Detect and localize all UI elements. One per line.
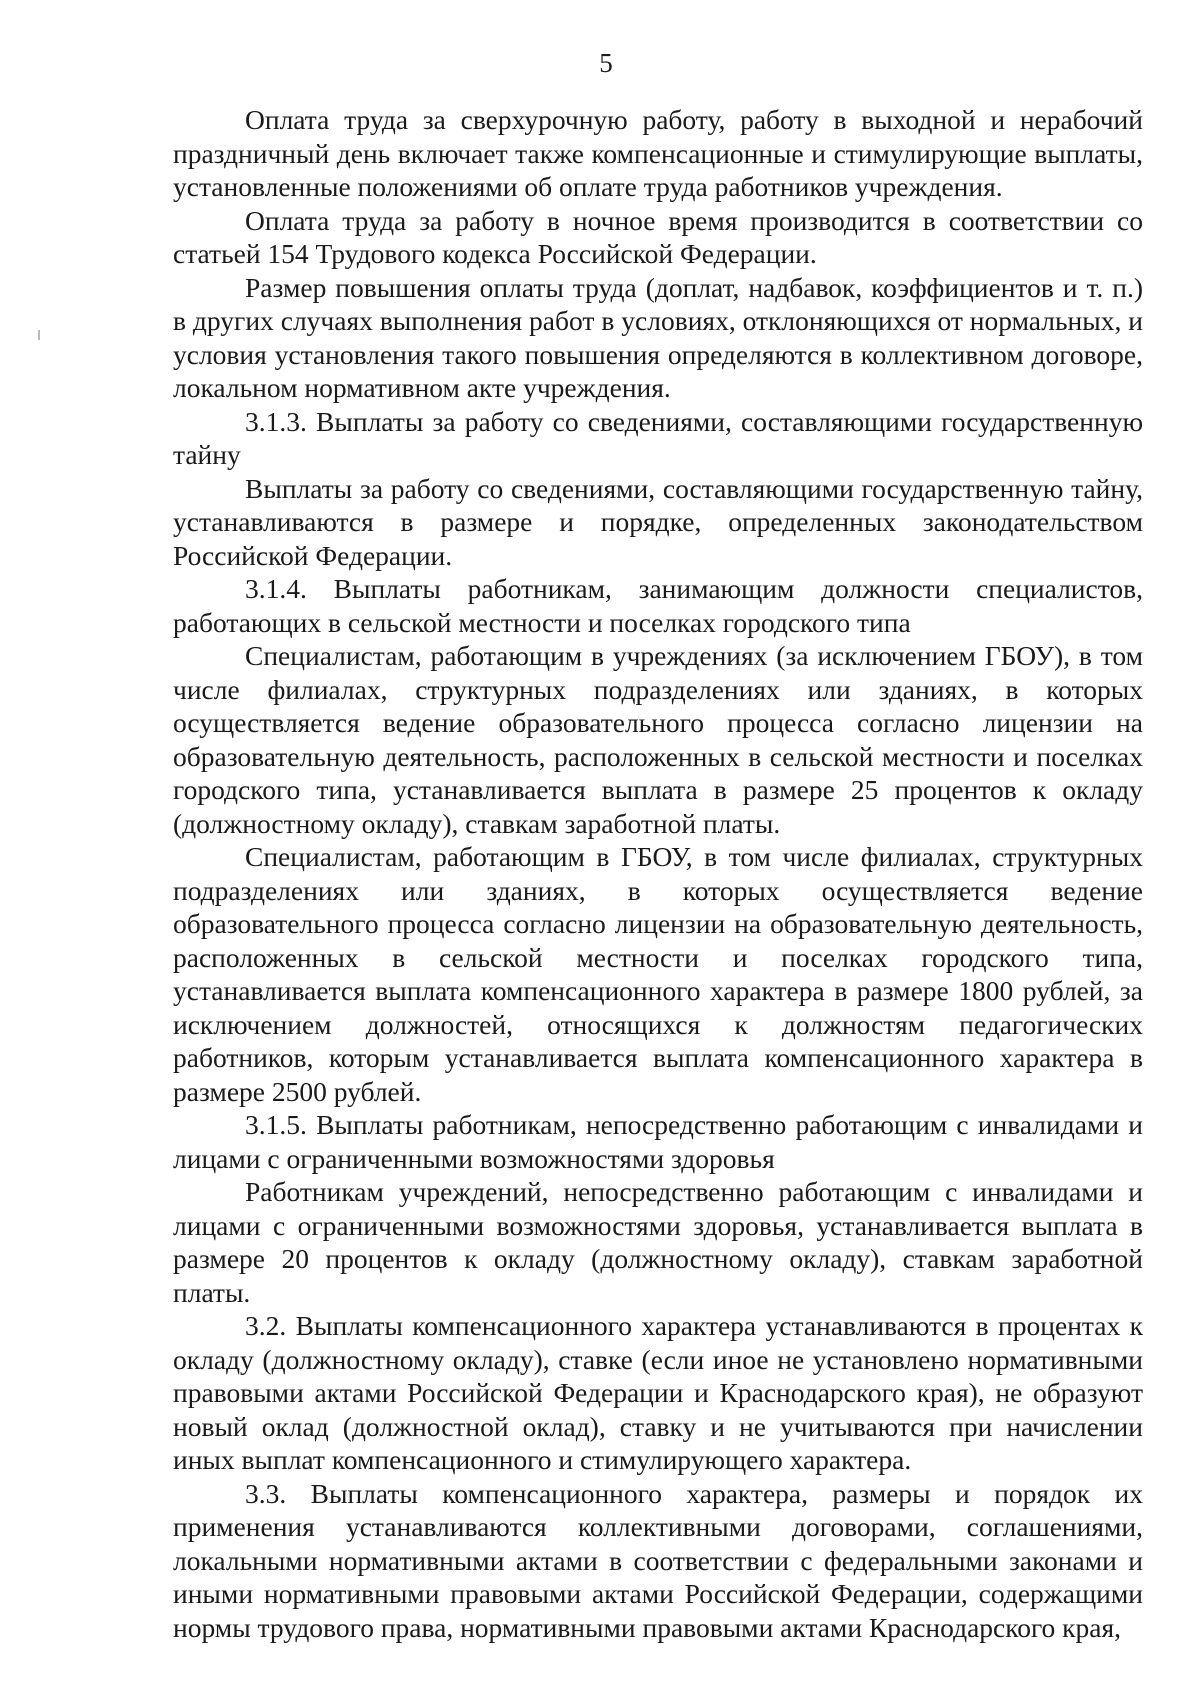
page-number: 5 [599,48,613,78]
section-3-3: 3.3. Выплаты компенсационного характера, размеры и порядок их применения устанавливаются коллективными договорами, соглашениями, локальными нормативными актами в соответствии с федеральными законами и иными нормативными правовыми актами Российской Федерации, содержащими нормы трудового права, нормативными правовыми актами Краснодарского края, [173,1477,1143,1643]
paragraph-night-pay: Оплата труда за работу в ночное время производится в соответствии со статьей 154 Трудового кодекса Российской Федерации. [173,204,1143,269]
paragraph-overtime-pay: Оплата труда за сверхурочную работу, работу в выходной и нерабочий праздничный день включает также компенсационные и стимулирующие выплаты, установленные положениями об оплате труда работников учреждения. [173,104,1143,202]
document-body [173,103,1143,1644]
section-heading-3-1-5: 3.1.5. Выплаты работникам, непосредственно работающим с инвалидами и лицами с ограниченными возможностями здоровья [173,1109,1143,1174]
section-heading-3-1-4: 3.1.4. Выплаты работникам, занимающим должности специалистов, работающих в сельской местности и поселках городского типа [173,573,1143,638]
section-3-2: 3.2. Выплаты компенсационного характера устанавливаются в процентах к окладу (должностному окладу), ставке (если иное не установлено нормативными правовыми актами Российской Федерации и Краснодарского края), не образуют новый оклад (должностной оклад), ставку и не учитываются при начислении иных выплат компенсационного и стимулирующего характера. [173,1310,1143,1475]
section-heading-3-1-3: 3.1.3. Выплаты за работу со сведениями, составляющими государственную тайну [173,405,1143,470]
paragraph-state-secret-pay: Выплаты за работу со сведениями, составляющими государственную тайну, устанавливаются в размере и порядке, определенных законодательством Российской Федерации. [173,472,1143,571]
paragraph-gbou-specialists: Специалистам, работающим в ГБОУ, в том числе филиалах, структурных подразделениях или зданиях, в которых осуществляется ведение образовательного процесса согласно лицензии на образовательную деятельность, расположенных в сельской местности и поселках городского типа, устанавливается выплата компенсационного характера в размере 1800 рублей, за исключением должностей, относящихся к должностям педагогических работников, которым устанавливается выплата компенсационного характера в размере 2500 рублей. [173,841,1143,1107]
paragraph-rural-specialists: Специалистам, работающим в учреждениях (за исключением ГБОУ), в том числе филиалах, структурных подразделениях или зданиях, в которых осуществляется ведение образовательного процесса согласно лицензии на образовательную деятельность, расположенных в сельской местности и поселках городского типа, устанавливается выплата в размере 25 процентов к окладу (должностному окладу), ставкам заработной платы. [173,640,1143,839]
scan-artifact [38,330,40,340]
paragraph-disability-work-pay: Работникам учреждений, непосредственно работающим с инвалидами и лицами с ограниченными возможностями здоровья, устанавливается выплата в размере 20 процентов к окладу (должностному окладу), ставкам заработной платы. [173,1176,1143,1308]
paragraph-pay-increase: Размер повышения оплаты труда (доплат, надбавок, коэффициентов и т. п.) в других случаях выполнения работ в условиях, отклоняющихся от нормальных, и условия установления такого повышения определяются в коллективном договоре, локальном нормативном акте учреждения. [173,271,1143,403]
